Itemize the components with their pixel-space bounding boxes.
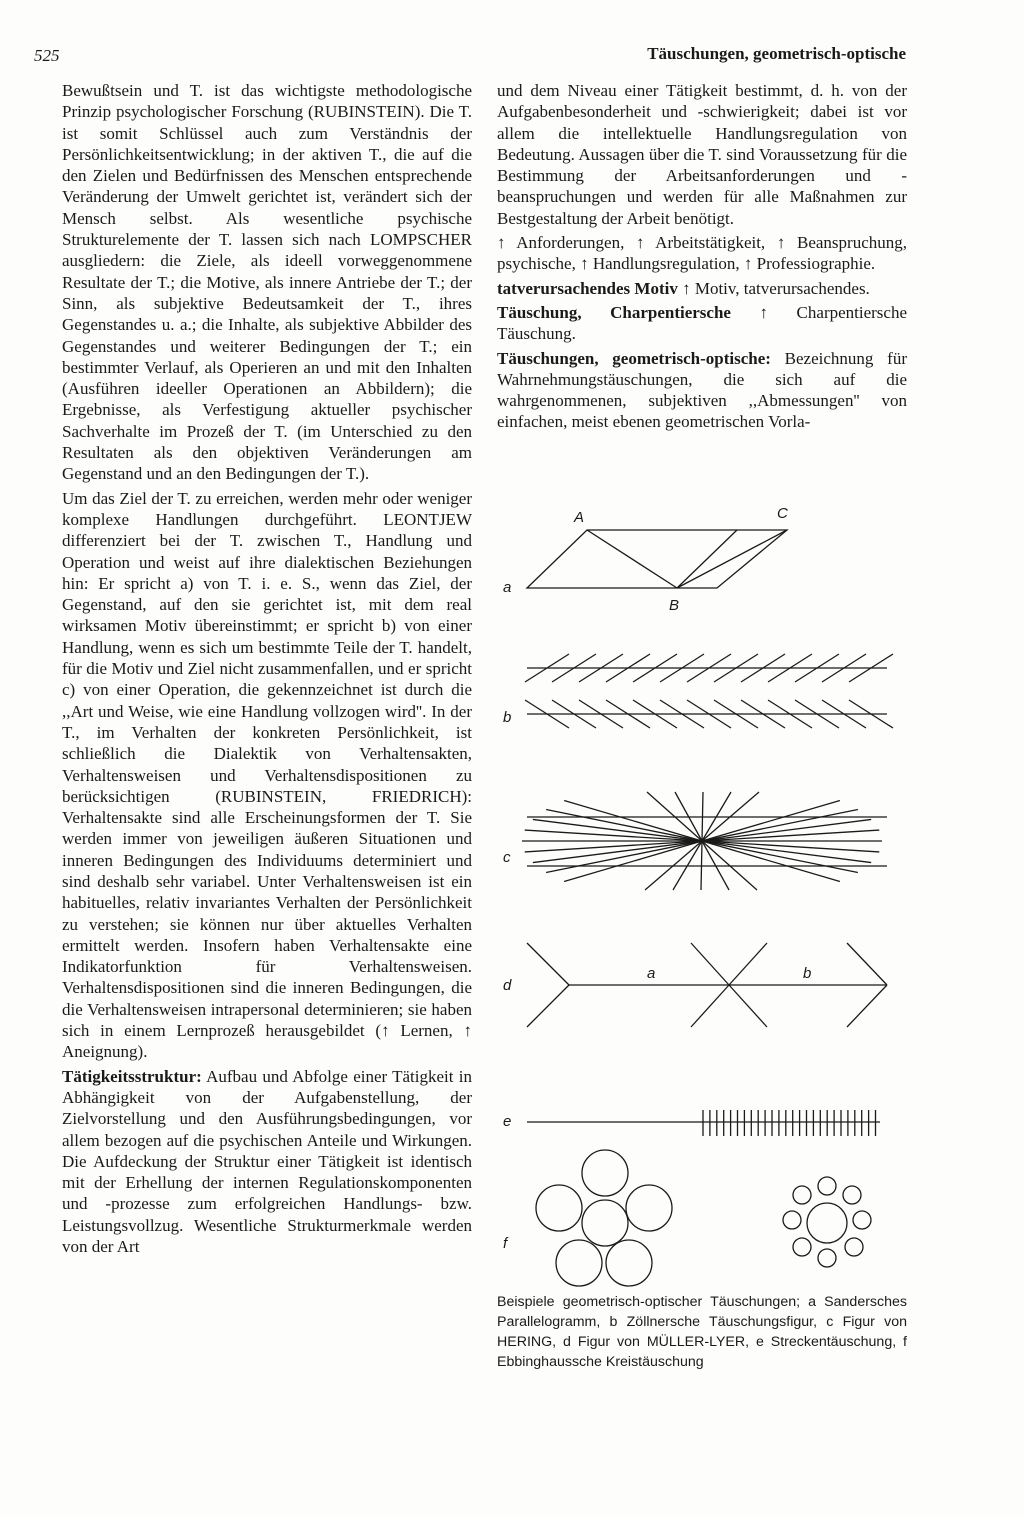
entry-term: tatverursachendes Motiv	[497, 278, 678, 298]
point-label-a: A	[574, 509, 585, 526]
figure-label-e: e	[503, 1113, 512, 1130]
paragraph: Bewußtsein und T. ist das wichtigste methodologische Prinzip psychologischer Forschung (RUBINSTEIN). Die T. ist somit Schlüssel auch zum Verständnis der Persönlichkeitsentwicklung; in der aktiven T., die auf die den Zielen und Bedürfnissen des Menschen entsprechende Veränderung der Umwelt gerichtet ist, verändert sich der Mensch selbst. Als wesentliche psychische Strukturelemente der T. lassen sich nach LOMPSCHER ausgliedern: die Ziele, als ideell vorweggenommene Resultate der T.; die Motive, als innere Antriebe der T.; der Sinn, als subjektive Bedeutsamkeit der T., ihres Gegenstandes u. a.; die Inhalte, als subjektive Abbilder des Gegenstandes und weiterer Bedingungen der T.; ein bestimmter Verlauf, als Operieren an und mit den Inhalten (Ausführen ideeller Operationen an Abbildern); die Ergebnisse, als Verfestigung aktueller psychischer Sachverhalte im Prozeß der T. (im Unterschied zu den Resultaten als den objektiven Veränderungen am Gegenstand und an den Bedingungen der T.).	[62, 81, 472, 484]
illusion-figure-svg	[497, 500, 917, 1300]
figure-caption: Beispiele geometrisch-optischer Täuschungen; a Sandersches Parallelogramm, b Zöllnersche Täuschungsfigur, c Figur von HERING, d Figur von MÜLLER-LYER, e Streckentäuschung, f Ebbinghaussche Kreistäuschung	[497, 1294, 907, 1370]
entry-text: Bezeichnung für Wahrnehmungstäuschungen, die sich auf die wahrgenommenen, subjektiven ,,Abmessungen'' von einfachen, meist ebenen geometrischen Vorla-	[497, 348, 907, 432]
mueller-lyer-figure	[527, 943, 887, 1027]
figure-label-a: a	[503, 579, 512, 596]
figure-label-f: f	[503, 1235, 508, 1252]
ebbinghaus-figure	[536, 1150, 871, 1286]
entry-text: Aufbau und Abfolge einer Tätigkeit in Abhängigkeit von der Aufgabenstellung, der Zielvorstellung und den Ausführungsbedingungen, vor allem bezogen auf die psychischen Anteile und Wirkungen. Die Aufdeckung der Struktur einer Tätigkeit ist identisch mit der Erhellung der internen Regulationskomponenten und -prozesse zum erfolgreichen Handlungs- bzw. Leistungsvollzug. Wesentliche Strukturmerkmale werden von der Art	[62, 1066, 472, 1257]
sander-parallelogram	[527, 530, 787, 588]
entry-charpentiersche-taeuschung	[497, 302, 907, 345]
figure-label-c: c	[503, 849, 511, 866]
right-column	[497, 80, 907, 433]
entry-term: Täuschungen, geometrisch-optische:	[497, 348, 771, 368]
entry-taetigkeitsstruktur	[62, 1066, 472, 1258]
illusion-figure	[497, 500, 917, 1300]
point-label-b: B	[669, 597, 680, 614]
cross-references: ↑ Anforderungen, ↑ Arbeitstätigkeit, ↑ Beanspruchung, psychische, ↑ Handlungsregulation, ↑ Professiographie.	[497, 233, 907, 274]
page-number: 525	[34, 46, 60, 65]
paragraph: Um das Ziel der T. zu erreichen, werden mehr oder weniger komplexe Handlungen durchgeführt. LEONTJEW differenziert bei der T. zwischen T., Handlung und Operation und weist auf ihre dialektischen Beziehungen hin: Er spricht a) von T. i. e. S., wenn das Ziel, der Gegenstand, auf den sie gerichtet ist, mit dem real wirksamen Motiv übereinstimmt; er spricht b) von einer Handlung, wenn es sich um bestimmte Teile der T. handelt, für die Motiv und Ziel nicht zusammenfallen, und er spricht c) von einer Operation, die gekennzeichnet ist durch die ,,Art und Weise, wie eine Handlung vollzogen wird''. In der T., im Verhalten der konkreten Persönlichkeit, ist schließlich die Dialektik von Verhaltensakten, Verhaltensweisen und Verhaltensdispositionen zu berücksichtigen (RUBINSTEIN, FRIEDRICH): Verhaltensakte sind alle Erscheinungsformen der T. Sie werden immer von jeweiligen äußeren Situationen und inneren Bedingungen des Individuums determiniert und sind deshalb sehr variabel. Unter Verhaltensweisen ist ein habituelles, relativ invariantes Verhalten der Persönlichkeit zu verstehen; sie können nur über aktuelles Verhalten ermittelt werden. Insofern haben Verhaltensakte eine Indikatorfunktion für Verhaltensweisen. Verhaltensdispositionen sind die inneren Bedingungen, die die Verhaltensweisen intrapersonal determinieren; sie haben sich in einem Lernprozeß herausgebildet (↑ Lernen, ↑ Aneignung).	[62, 488, 472, 1062]
entry-term: Tätigkeitsstruktur:	[62, 1066, 202, 1086]
segment-label-a: a	[647, 965, 656, 982]
left-column	[62, 80, 472, 1257]
running-head: Täuschungen, geometrisch-optische	[647, 44, 906, 63]
point-label-c: C	[777, 505, 788, 522]
entry-term: Täuschung, Charpentiersche	[497, 302, 731, 322]
entry-text: ↑ Charpentiersche Täuschung.	[497, 302, 908, 344]
paragraph: und dem Niveau einer Tätigkeit bestimmt, d. h. von der Aufgabenbesonderheit und -schwierigkeit; dabei ist vor allem die intellektuelle Handlungsregulation von Bedeutung. Aussagen über die T. sind Voraussetzung für die Bestimmung der Arbeitsanforderungen und -beanspruchungen und werden für alle Maßnahmen zur Bestgestaltung der Arbeit benötigt.	[497, 81, 907, 228]
entry-text: ↑ Motiv, tatverursachendes.	[677, 278, 870, 298]
segment-label-b: b	[803, 965, 812, 982]
zoellner-figure	[525, 654, 893, 728]
strecken-figure	[527, 1110, 880, 1136]
hering-figure	[522, 792, 887, 890]
entry-geometrisch-optische-taeuschungen	[497, 348, 907, 433]
figure-label-b: b	[503, 709, 512, 726]
entry-tatverursachendes-motiv	[497, 278, 907, 299]
figure-label-d: d	[503, 977, 512, 994]
